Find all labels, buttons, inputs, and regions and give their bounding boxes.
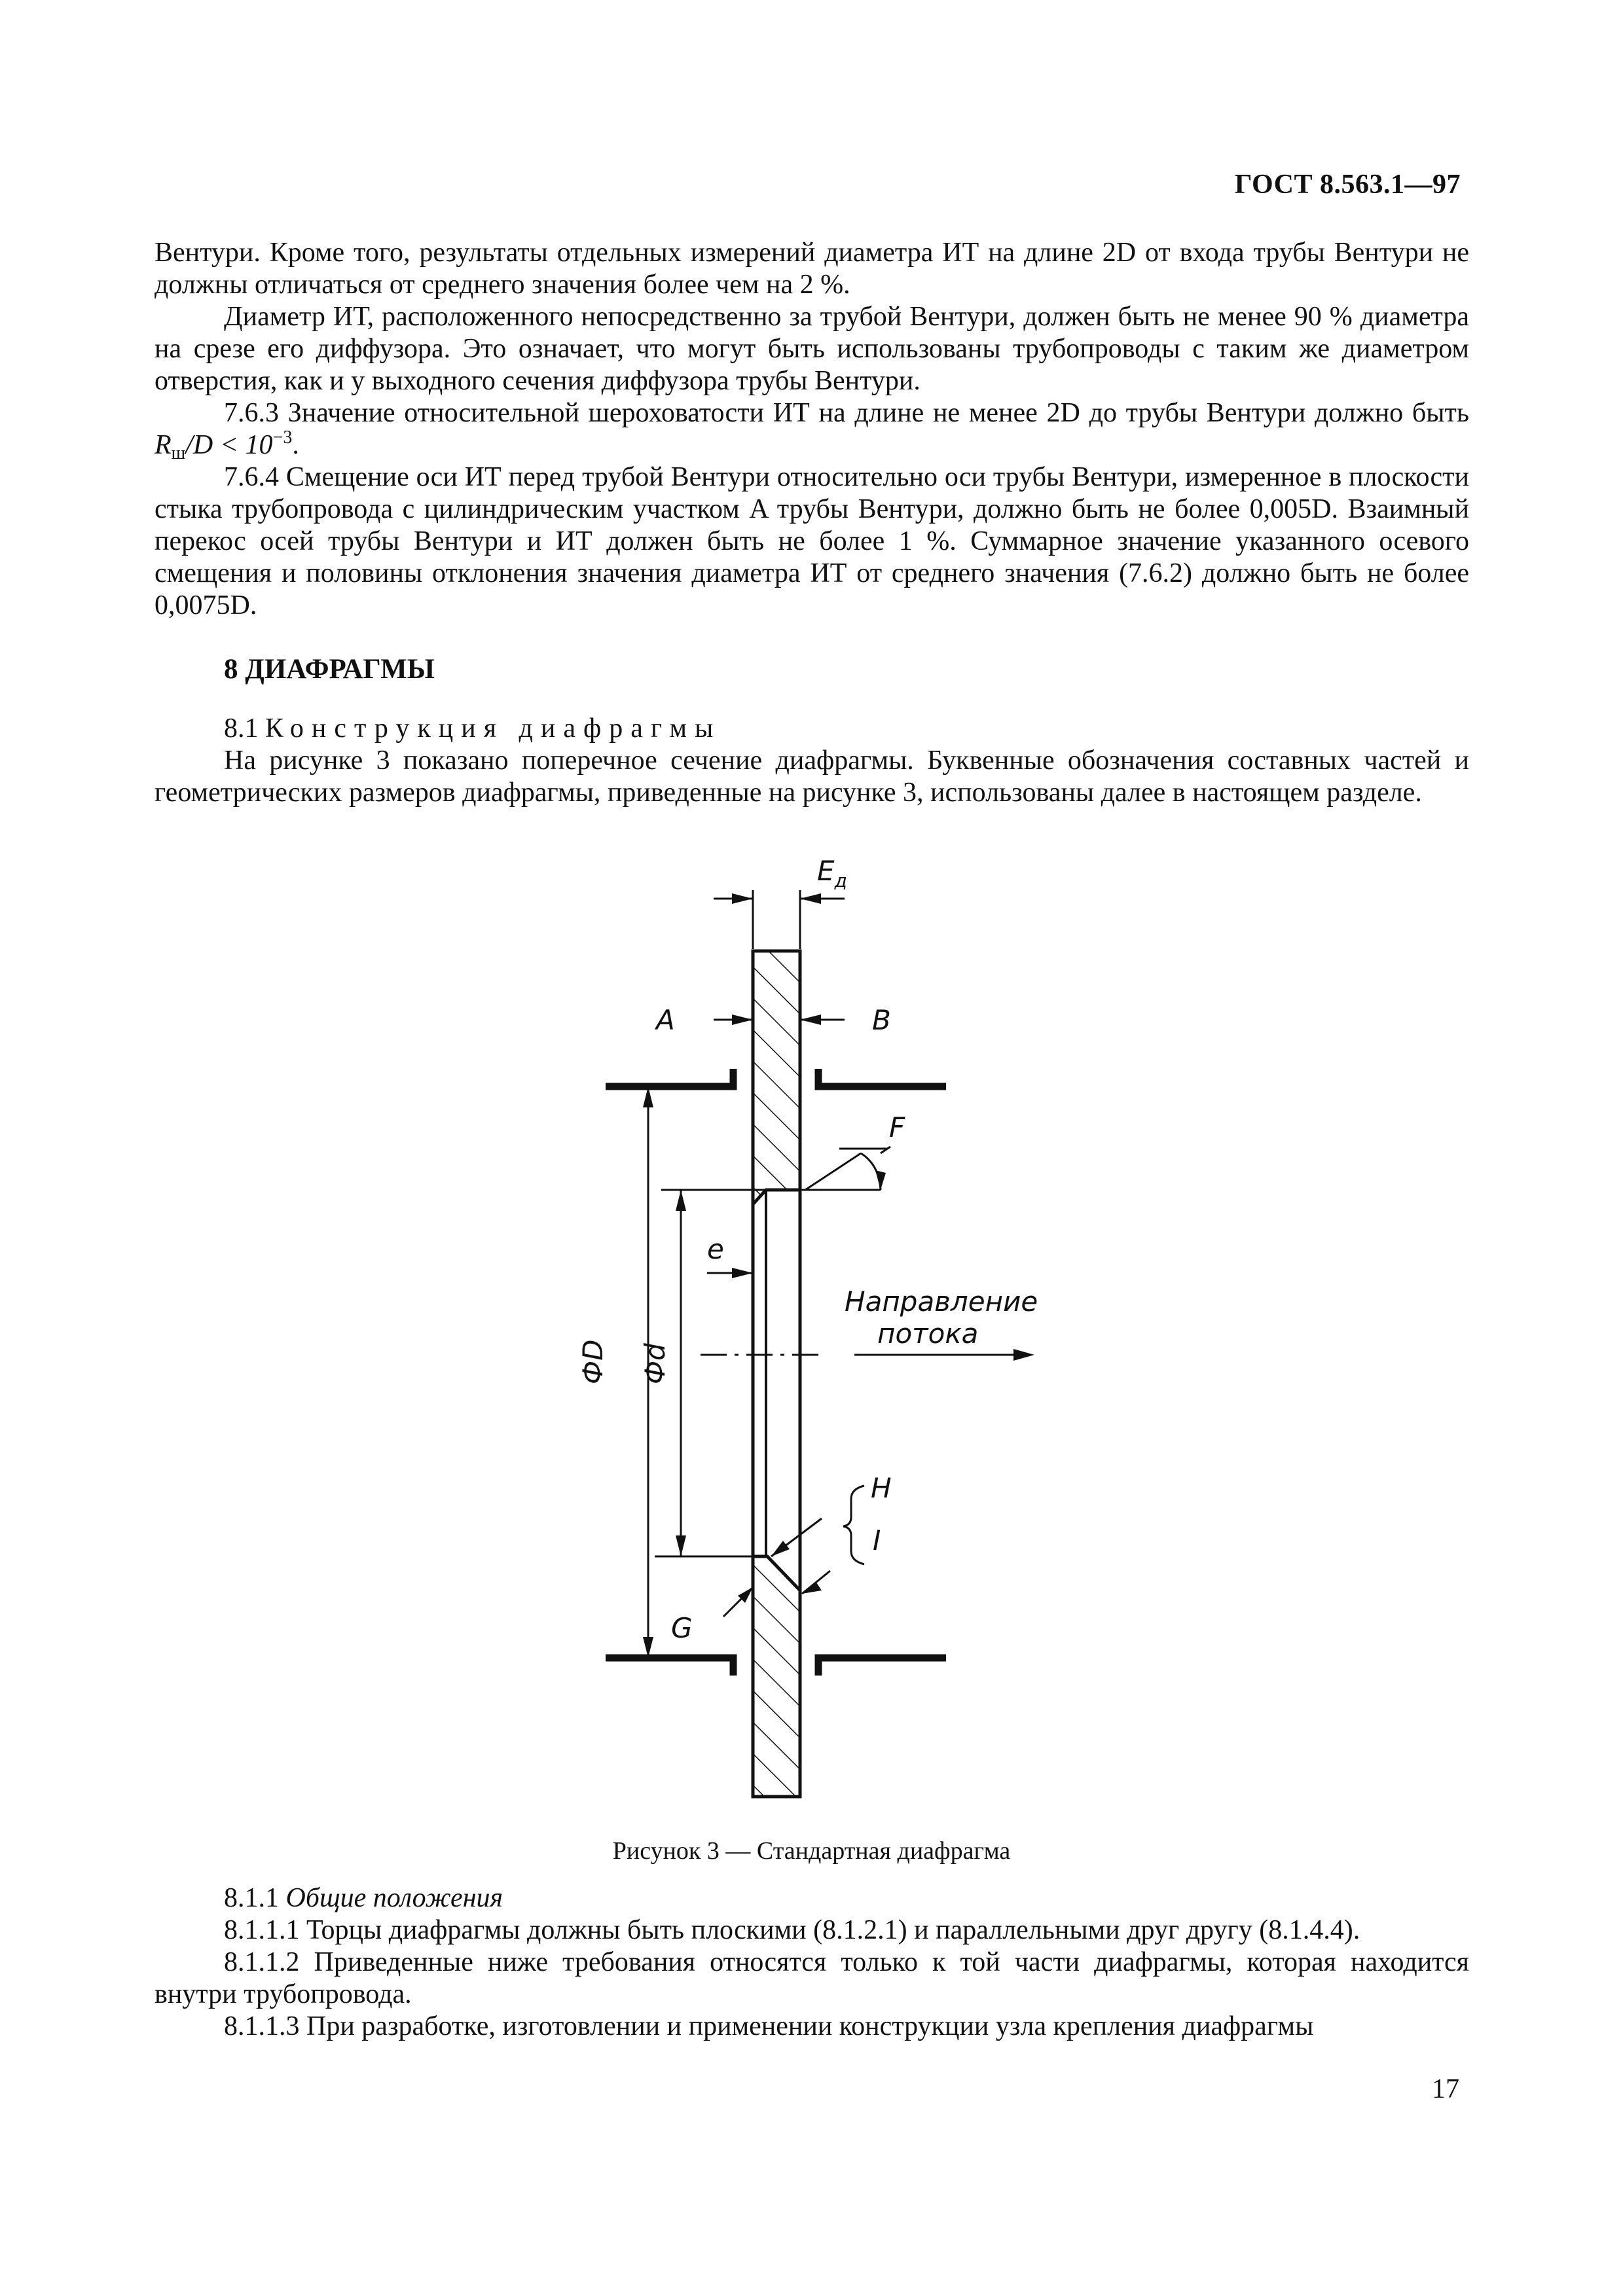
document-header: ГОСТ 8.563.1—97 [1234,170,1461,200]
orifice-diagram [0,844,1623,1826]
text-block-2 [155,1882,1469,2043]
plate [753,951,800,1797]
label-A: A [656,1004,675,1036]
label-E: $E_д$ [817,855,847,891]
orifice-figure [0,844,1623,1826]
paragraph-8-1-1-3: 8.1.1.3 При разработке, изготовлении и применении конструкции узла крепления диафрагмы [224,2011,1314,2041]
label-F: F [889,1111,905,1143]
flow-label-2: потока [877,1318,979,1350]
figure-labels [577,855,1038,1644]
label-e: e [707,1233,724,1265]
figure-caption: Рисунок 3 — Стандартная диафрагма [612,1837,1011,1865]
arrowheads [643,893,1034,1658]
label-G: G [671,1612,693,1644]
paragraph-venturi-cont: Вентури. Кроме того, результаты отдельных измерений диаметра ИТ на длине 2D от входа трубы Вентури не должны отличаться от среднего значения более чем на 2 %. [155,238,1469,300]
page-number: 17 [1432,2074,1459,2104]
paragraph-pipe-diameter: Диаметр ИТ, расположенного непосредственно за трубой Вентури, должен быть не менее 90 % диаметра на срезе его диффузора. Это означает, что могут быть использованы трубопроводы с таким же диаметром отверстия, как и у выходного сечения диффузора трубы Вентури. [155,302,1469,396]
label-d: Фd [639,1343,671,1384]
text-block-1 [155,237,1469,809]
paragraph-8-1-1-1: 8.1.1.1 Торцы диафрагмы должны быть плоскими (8.1.2.1) и параллельными друг другу (8.1.4.4). [224,1915,1360,1945]
subsection-8-1-1: 8.1.1 Общие положения [224,1883,503,1913]
paragraph-7-6-4: 7.6.4 Смещение оси ИТ перед трубой Вентури относительно оси трубы Вентури, измеренное в плоскости стыка трубопровода с цилиндрическим участком A трубы Вентури, должно быть не более 0,005D. Взаимный перекос осей трубы Вентури и ИТ должен быть не более 1 %. Суммарное значение указанного осевого смещения и половины отклонения значения диаметра ИТ от среднего значения (7.6.2) должно быть не более 0,0075D. [155,462,1469,620]
label-B: B [872,1004,891,1036]
section-title: 8 ДИАФРАГМЫ [224,654,435,685]
subsection-title: 8.1 Конструкция диафрагмы [224,713,721,744]
flow-label-1: Направление [845,1285,1038,1318]
label-D: ФD [577,1339,609,1384]
dimension-lines [648,890,1015,1658]
paragraph-intro: На рисунке 3 показано поперечное сечение диафрагмы. Буквенные обозначения составных частей и геометрических размеров диафрагмы, приведенные на рисунке 3, использованы далее в настоящем разделе. [155,745,1469,808]
paragraph-7-6-3: 7.6.3 Значение относительной шероховатости ИТ на длине не менее 2D до трубы Вентури должно быть $R_ш/D < 10^{-3}$. [155,398,1469,463]
label-I: I [873,1524,881,1556]
label-H: H [871,1472,892,1504]
paragraph-8-1-1-2: 8.1.1.2 Приведенные ниже требования относятся только к той части диафрагмы, которая находится внутри трубопровода. [155,1947,1469,2009]
